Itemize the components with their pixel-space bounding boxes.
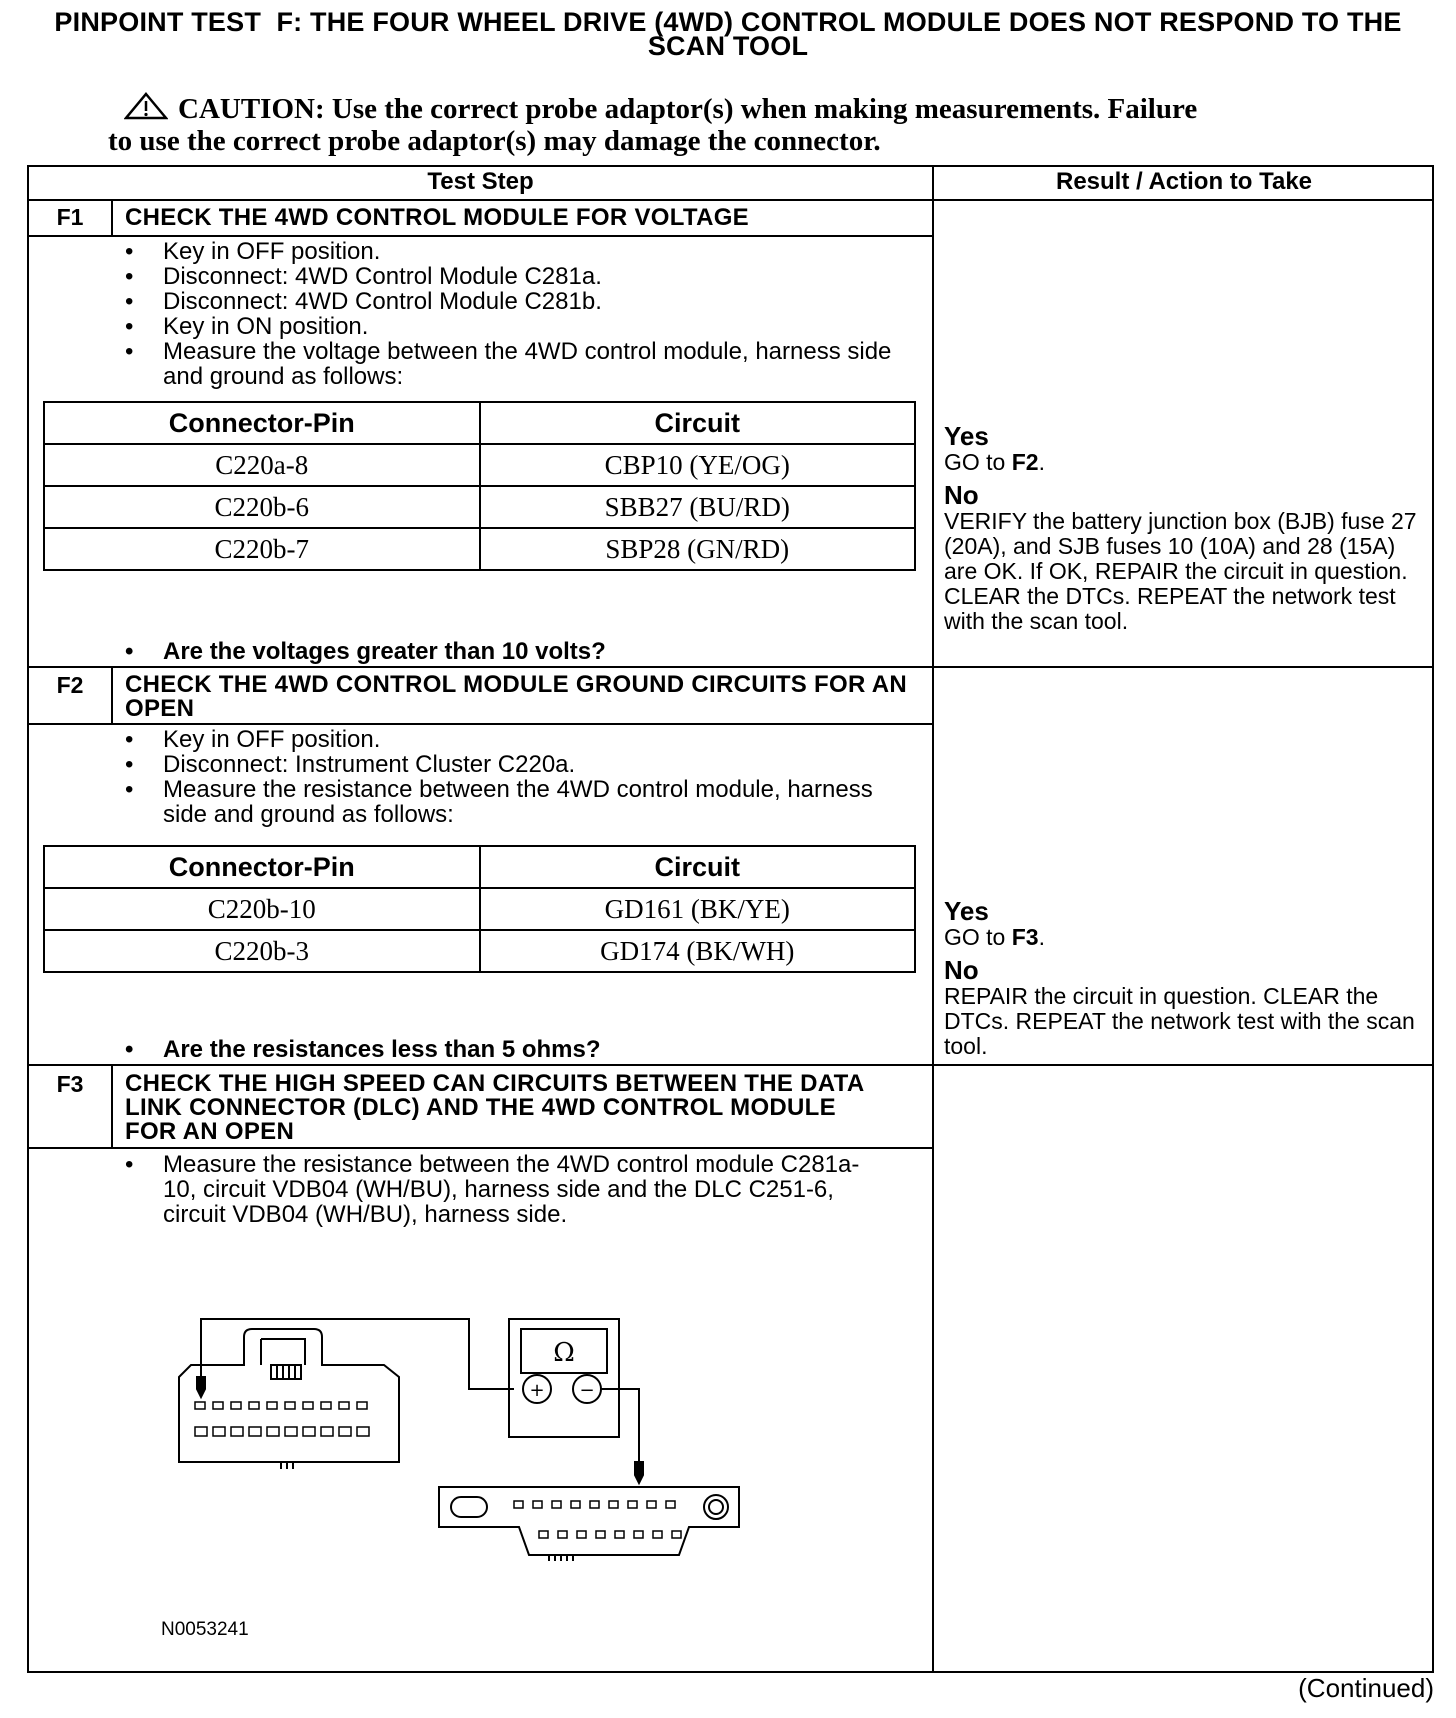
table-row xyxy=(44,888,915,930)
question-text: • Are the resistances less than 5 ohms? xyxy=(125,1037,915,1062)
ohmmeter xyxy=(509,1319,619,1437)
page-title-line-2: SCAN TOOL xyxy=(647,31,809,61)
continued-label: (Continued) xyxy=(1298,1673,1434,1703)
yes-action-period: . xyxy=(1038,924,1045,950)
result-no-action: VERIFY the battery junction box (BJB) fuse 27 (20A), and SJB fuses 10 (10A) and 28 (15A) are OK. If OK, REPAIR the circuit in question. CLEAR the DTCs. REPEAT the network test with the scan tool. xyxy=(944,508,1417,634)
step-f2-instructions xyxy=(125,727,915,827)
header-test-step: Test Step xyxy=(427,168,534,195)
cell-connector-pin: C220b-6 xyxy=(44,486,480,528)
yes-action-period: . xyxy=(1038,449,1045,475)
yes-target-step: F2 xyxy=(1011,449,1039,475)
step-f2-question xyxy=(125,1037,915,1062)
page-title xyxy=(28,7,1428,61)
result-yes-action xyxy=(944,450,1428,475)
list-item: • Key in OFF position. xyxy=(125,727,915,752)
result-yes-action xyxy=(944,925,1428,950)
meter-plus-terminal: + xyxy=(529,1380,545,1401)
yes-action-text: GO to xyxy=(944,449,1012,475)
figure-id: N0053241 xyxy=(161,1619,249,1640)
result-no-label: No xyxy=(944,955,979,985)
result-f2 xyxy=(944,897,1428,1059)
caution-text-2: to use the correct probe adaptor(s) may damage the connector. xyxy=(108,125,881,157)
step-title-f1: CHECK THE 4WD CONTROL MODULE FOR VOLTAGE xyxy=(125,204,749,231)
step-f1-question xyxy=(125,639,915,664)
caution-note xyxy=(108,92,1348,157)
step-number-f1: F1 xyxy=(56,204,84,230)
table-row xyxy=(44,486,915,528)
list-item: • Measure the resistance between the 4WD control module, harness side and ground as follows: xyxy=(125,777,915,827)
cell-connector-pin: C220b-3 xyxy=(44,930,480,972)
ohmmeter-diagram xyxy=(169,1297,789,1597)
step-f1-instructions xyxy=(125,239,915,389)
yes-action-text: GO to xyxy=(944,924,1012,950)
cell-circuit: GD174 (BK/WH) xyxy=(480,930,916,972)
step-number-f2: F2 xyxy=(56,672,84,698)
cell-connector-pin: C220a-8 xyxy=(44,444,480,486)
cell-circuit: SBP28 (GN/RD) xyxy=(480,528,916,570)
pin-table-f1 xyxy=(43,401,916,571)
pin-table-f2 xyxy=(43,845,916,973)
module-connector-c281a xyxy=(179,1329,399,1462)
pin-table-header-circuit: Circuit xyxy=(480,402,916,444)
list-item: • Key in OFF position. xyxy=(125,239,915,264)
result-f1 xyxy=(944,422,1428,634)
pin-table-header-connector: Connector-Pin xyxy=(44,846,480,888)
pin-table-header-circuit: Circuit xyxy=(480,846,916,888)
list-item: • Disconnect: 4WD Control Module C281a. xyxy=(125,264,915,289)
list-item: • Measure the voltage between the 4WD control module, harness side and ground as follows: xyxy=(125,339,915,389)
dlc-connector-c251 xyxy=(439,1487,739,1555)
page-title-line-1: PINPOINT TEST F: THE FOUR WHEEL DRIVE (4WD) CONTROL MODULE DOES NOT RESPOND TO THE xyxy=(54,7,1402,37)
cell-circuit: GD161 (BK/YE) xyxy=(480,888,916,930)
step-number-f3: F3 xyxy=(56,1071,84,1097)
question-text: • Are the voltages greater than 10 volts? xyxy=(125,639,915,664)
step-title-f2: CHECK THE 4WD CONTROL MODULE GROUND CIRCUITS FOR AN OPEN xyxy=(125,671,907,722)
result-no-label: No xyxy=(944,480,979,510)
header-result: Result / Action to Take xyxy=(1055,168,1313,195)
table-row xyxy=(44,444,915,486)
step-title-f3: CHECK THE HIGH SPEED CAN CIRCUITS BETWEEN THE DATA LINK CONNECTOR (DLC) AND THE 4WD CONTROL MODULE FOR AN OPEN xyxy=(125,1070,864,1145)
pin-table-header-connector: Connector-Pin xyxy=(44,402,480,444)
list-item: • Disconnect: 4WD Control Module C281b. xyxy=(125,289,915,314)
yes-target-step: F3 xyxy=(1011,924,1039,950)
result-yes-label: Yes xyxy=(944,421,989,451)
step-f3-instructions xyxy=(125,1152,865,1227)
list-item: • Key in ON position. xyxy=(125,314,915,339)
table-row xyxy=(44,528,915,570)
list-item: • Measure the resistance between the 4WD control module C281a-10, circuit VDB04 (WH/BU), harness side and the DLC C251-6, circuit VDB04 (WH/BU), harness side. xyxy=(125,1152,865,1227)
cell-connector-pin: C220b-10 xyxy=(44,888,480,930)
meter-minus-terminal: − xyxy=(579,1380,595,1401)
caution-label: CAUTION: xyxy=(178,93,325,125)
cell-circuit: CBP10 (YE/OG) xyxy=(480,444,916,486)
cell-circuit: SBB27 (BU/RD) xyxy=(480,486,916,528)
result-no-action: REPAIR the circuit in question. CLEAR the DTCs. REPEAT the network test with the scan tool. xyxy=(944,983,1415,1059)
table-row xyxy=(44,930,915,972)
cell-connector-pin: C220b-7 xyxy=(44,528,480,570)
pinpoint-table xyxy=(27,165,1434,1673)
list-item: • Disconnect: Instrument Cluster C220a. xyxy=(125,752,915,777)
result-yes-label: Yes xyxy=(944,896,989,926)
warning-triangle-icon xyxy=(124,92,168,120)
caution-text-1: Use the correct probe adaptor(s) when making measurements. Failure xyxy=(331,93,1198,125)
meter-ohm-symbol: Ω xyxy=(553,1338,575,1368)
